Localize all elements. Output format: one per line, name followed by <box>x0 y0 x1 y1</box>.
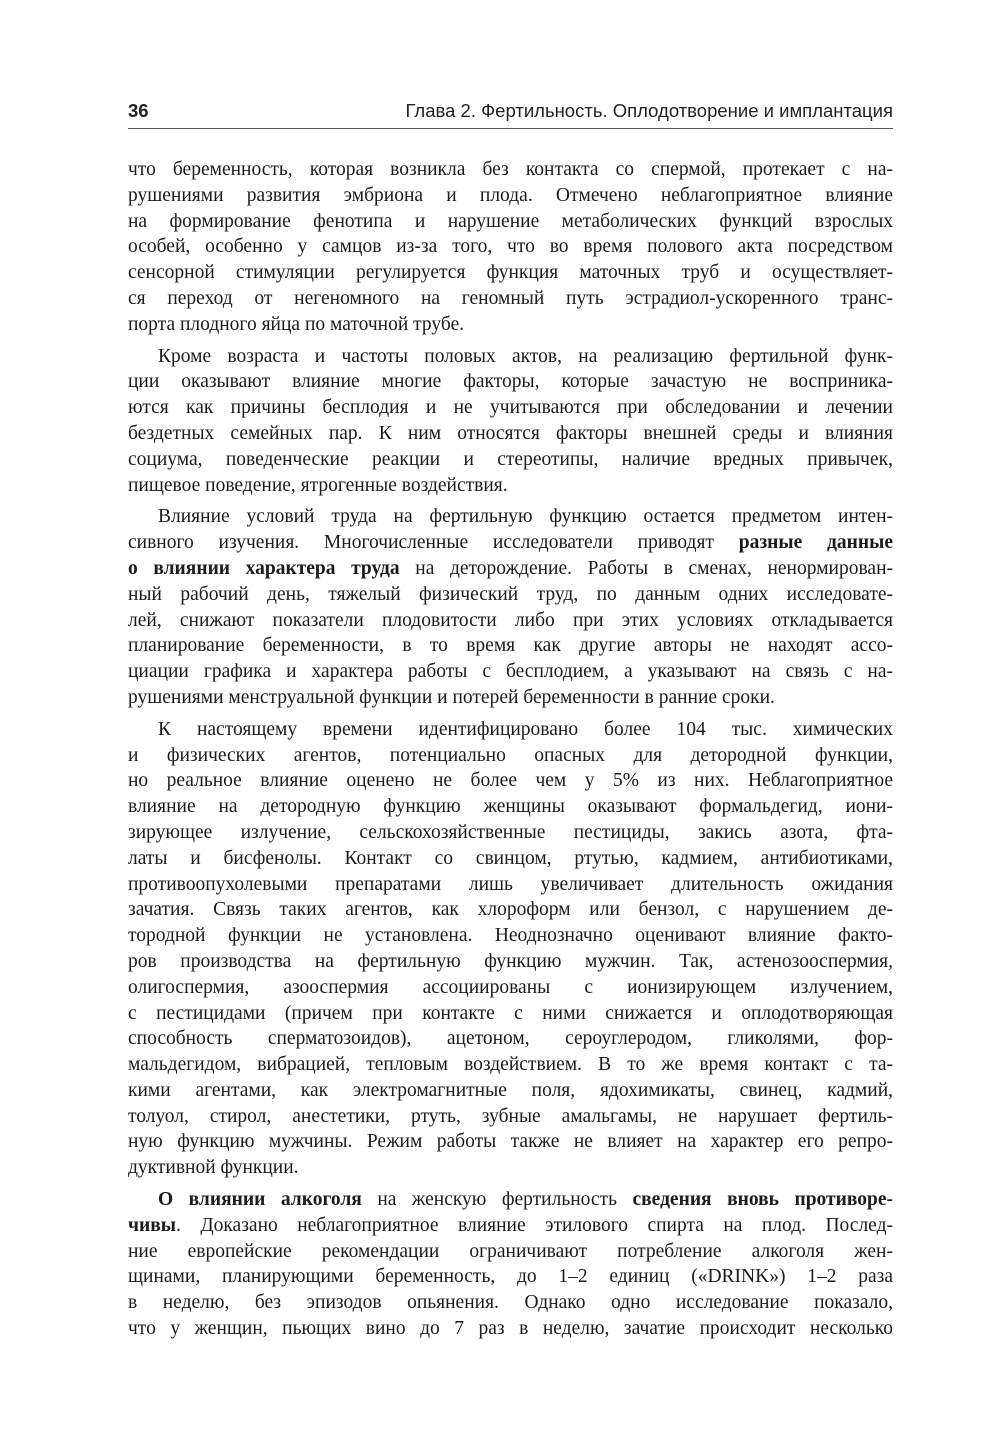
text-line: особей, особенно у самцов из-за того, что во время полового акта посредством <box>128 236 893 258</box>
text-line: ную функцию мужчины. Режим работы также не влияет на характер его репро- <box>128 1131 893 1153</box>
text-line: пищевое поведение, ятрогенные воздействия. <box>128 474 508 496</box>
text-line: и физических агентов, потенциально опасных для детородной функции, <box>128 744 893 766</box>
text-line: порта плодного яйца по маточной трубе. <box>128 313 465 335</box>
text-line: О влиянии алкоголя на женскую фертильность сведения вновь противоре- <box>158 1189 893 1211</box>
page-number: 36 <box>128 100 149 121</box>
text-line: дуктивной функции. <box>128 1157 299 1179</box>
text-line: в неделю, без эпизодов опьянения. Однако одно исследование показало, <box>128 1292 893 1314</box>
emphasis: сведения вновь противоре- <box>632 1189 893 1211</box>
text-line: влияние на детородную функцию женщины оказывают формальдегид, иони- <box>128 796 893 818</box>
text-line: мальдегидом, вибрацией, тепловым воздействием. В то же время контакт с та- <box>128 1054 893 1076</box>
text-line: рушениями менструальной функции и потерей беременности в ранние сроки. <box>128 686 775 708</box>
text-line: что у женщин, пьющих вино до 7 раз в неделю, зачатие происходит несколько <box>128 1318 893 1340</box>
text-line: на формирование фенотипа и нарушение метаболических функций взрослых <box>128 210 893 232</box>
text-line: социума, поведенческие реакции и стереотипы, наличие вредных привычек, <box>128 448 893 470</box>
text-line: ный рабочий день, тяжелый физический труд, по данным одних исследовате- <box>128 583 893 605</box>
text-line: но реальное влияние оценено не более чем у 5% из них. Неблагоприятное <box>128 770 893 792</box>
text-line: К настоящему времени идентифицировано более 104 тыс. химических <box>158 718 893 740</box>
text-line: толуол, стирол, анестетики, ртуть, зубные амальгамы, не нарушает фертиль- <box>128 1105 893 1127</box>
text-line: циации графика и характера работы с бесплодием, а указывают на связь с на- <box>128 661 893 683</box>
text-line: тородной функции не установлена. Неоднозначно оценивают влияние факто- <box>128 925 893 947</box>
text-line: о влиянии характера труда на деторождение. Работы в сменах, ненормирован- <box>128 557 893 579</box>
text-line: зачатия. Связь таких агентов, как хлороформ или бензол, с нарушением де- <box>128 899 893 921</box>
text-line: Кроме возраста и частоты половых актов, на реализацию фертильной функ- <box>158 345 893 367</box>
text-line: ются как причины бесплодия и не учитываются при обследовании и лечении <box>128 397 893 419</box>
text-line: ние европейские рекомендации ограничивают потребление алкоголя жен- <box>128 1240 893 1262</box>
emphasis: чивы <box>128 1214 176 1236</box>
paragraph <box>128 504 893 710</box>
text-line: планирование беременности, в то время как другие авторы не находят ассо- <box>128 635 893 657</box>
chapter-title: Глава 2. Фертильность. Оплодотворение и имплантация <box>405 100 893 121</box>
text-line: ции оказывают влияние многие факторы, которые зачастую не восприника- <box>128 371 893 393</box>
text-line: что беременность, которая возникла без контакта со спермой, протекает с на- <box>128 159 893 180</box>
header-rule <box>128 128 893 129</box>
text-line: бездетных семейных пар. К ним относятся факторы внешней среды и влияния <box>128 422 893 444</box>
paragraph <box>128 344 893 499</box>
text-line: рушениями развития эмбриона и плода. Отмечено неблагоприятное влияние <box>128 184 893 206</box>
emphasis: разные данные <box>738 532 893 554</box>
text-line: олигоспермия, азооспермия ассоциированы с ионизирующем излучением, <box>128 976 893 998</box>
text-line: Влияние условий труда на фертильную функцию остается предметом интен- <box>158 506 893 528</box>
text-line: ся переход от негеномного на геномный путь эстрадиол-ускоренного транс- <box>128 287 893 309</box>
text-line: противоопухолевыми препаратами лишь увеличивает длительность ожидания <box>128 873 893 895</box>
text-line: сенсорной стимуляции регулируется функция маточных труб и осуществляет- <box>128 262 893 284</box>
emphasis: о влиянии характера труда <box>128 557 400 579</box>
paragraph <box>128 1187 893 1342</box>
text-line: кими агентами, как электромагнитные поля, ядохимикаты, свинец, кадмий, <box>128 1079 893 1101</box>
text-line: лей, снижают показатели плодовитости либо при этих условиях откладывается <box>128 609 893 631</box>
text-line: ров производства на фертильную функцию мужчин. Так, астенозооспермия, <box>128 950 893 972</box>
text-line: щинами, планирующими беременность, до 1–2 единиц («DRINK») 1–2 раза <box>128 1266 893 1288</box>
text-line: зирующее излучение, сельскохозяйственные пестициды, закись азота, фта- <box>128 821 893 843</box>
body-text <box>128 157 893 1342</box>
text-line: чивы. Доказано неблагоприятное влияние этилового спирта на плод. Послед- <box>128 1214 893 1236</box>
emphasis: О влиянии алкоголя <box>158 1189 362 1211</box>
text-line: сивного изучения. Многочисленные исследователи приводят разные данные <box>128 532 893 554</box>
text-line: латы и бисфенолы. Контакт со свинцом, ртутью, кадмием, антибиотиками, <box>128 847 893 869</box>
text-line: с пестицидами (причем при контакте с ними снижается и оплодотворяющая <box>128 1002 893 1024</box>
paragraph <box>128 157 893 338</box>
paragraph <box>128 717 893 1181</box>
text-line: способность сперматозоидов), ацетоном, сероуглеродом, гликолями, фор- <box>128 1028 893 1050</box>
